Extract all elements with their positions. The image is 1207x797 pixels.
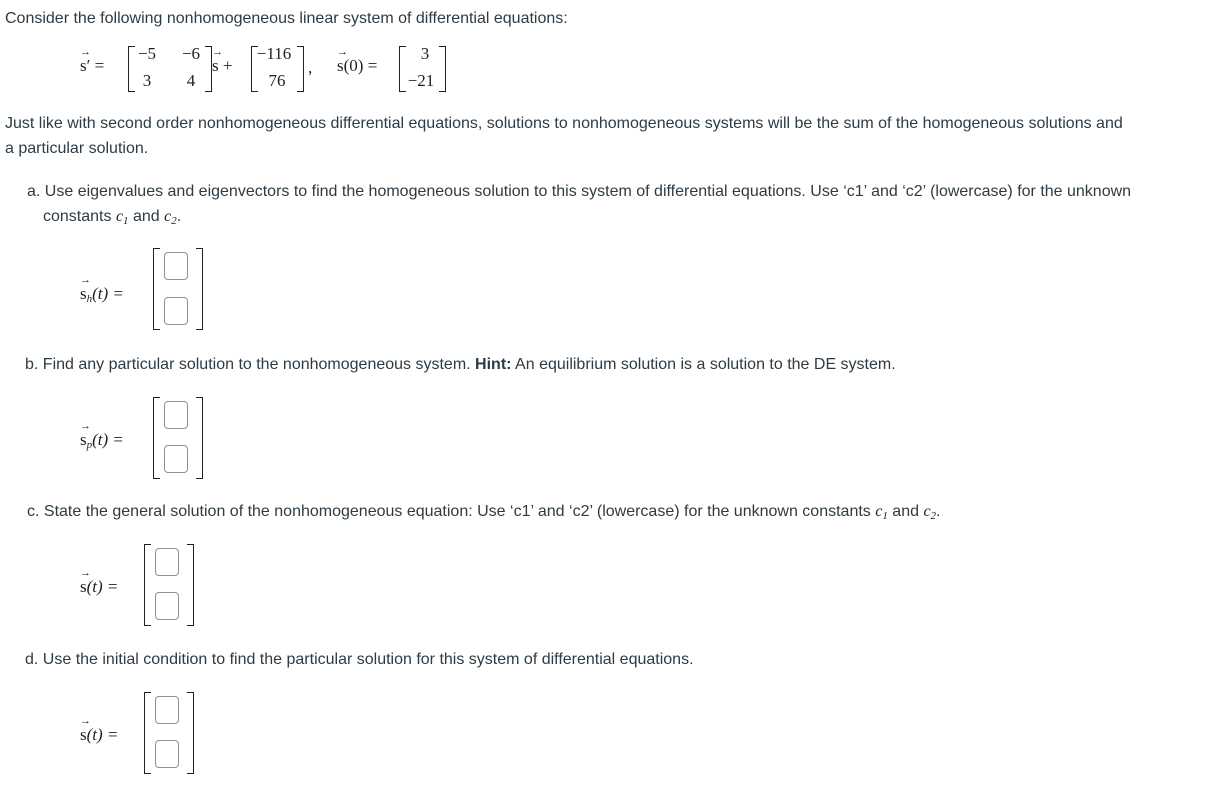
ic-label: → s(0) = xyxy=(337,46,378,75)
part-c-c2-sub: 2 xyxy=(930,510,937,522)
part-d-line: d. Use the initial condition to find the particular solution for this system of differential equations. xyxy=(25,651,694,668)
part-b-answer-2[interactable] xyxy=(164,445,188,473)
part-a-label: → $s_h(t)$ = xyxy=(80,274,124,305)
part-a-bracket-right xyxy=(196,248,203,330)
part-d-label: → s(t) = xyxy=(80,715,119,744)
ic-label-text: s(0) = xyxy=(337,56,378,75)
part-c-answer-1[interactable] xyxy=(155,548,179,576)
part-c-c2: c xyxy=(923,503,931,520)
part-c-c1: c xyxy=(875,503,883,520)
part-a-label-rest: (t) = xyxy=(92,284,124,303)
part-b-line-suffix: An equilibrium solution is a solution to the DE system. xyxy=(511,356,896,373)
times-s-plus-text: s + xyxy=(212,56,233,75)
part-b-label-sub: p xyxy=(86,439,93,451)
part-c-label-s: s xyxy=(80,577,87,596)
times-s-plus: → s + xyxy=(212,46,233,75)
part-b-bracket-left xyxy=(153,397,160,479)
part-a-constants-prefix: constants xyxy=(43,208,116,225)
matrix-cell-12: −6 xyxy=(181,44,201,63)
part-c-label: → s(t) = xyxy=(80,567,119,596)
part-c-and: and xyxy=(887,503,924,520)
part-b-answer-1[interactable] xyxy=(164,401,188,429)
matrix-cell-21: 3 xyxy=(142,71,152,90)
part-b-label-s: s xyxy=(80,430,87,449)
part-a-label-s: s xyxy=(80,284,87,303)
part-a-c1-sub: 1 xyxy=(123,215,129,227)
lhs-text: s′ = xyxy=(80,56,105,75)
part-d-bracket-left xyxy=(144,692,151,774)
ic-cell-1: 3 xyxy=(420,44,430,63)
part-a-c2-sub: 2 xyxy=(171,215,177,227)
part-a-c1: c xyxy=(115,208,124,225)
part-c-bracket-left xyxy=(144,544,151,626)
part-a-and: and xyxy=(128,208,165,225)
part-c-c1-sub: 1 xyxy=(882,510,888,522)
forcing-cell-2: 76 xyxy=(268,71,286,90)
comma: , xyxy=(308,58,313,77)
part-b-bracket-right xyxy=(196,397,203,479)
explanation-line-2: a particular solution. xyxy=(5,140,149,157)
intro-text: Consider the following nonhomogeneous linear system of differential equations: xyxy=(5,10,568,27)
system-equation xyxy=(0,40,500,100)
matrix-bracket-right xyxy=(205,46,212,92)
part-a-line-2 xyxy=(43,204,181,234)
part-a-label-sub: h xyxy=(86,293,93,305)
part-b-line-prefix: b. Find any particular solution to the nonhomogeneous system. xyxy=(25,356,476,373)
part-d-label-rest: (t) = xyxy=(86,725,119,744)
matrix-cell-11: −5 xyxy=(137,44,157,63)
forcing-bracket-right xyxy=(297,46,304,92)
part-b-hint: Hint: xyxy=(475,356,512,373)
part-c-answer-2[interactable] xyxy=(155,592,179,620)
part-a-bracket-left xyxy=(153,248,160,330)
part-a-period: . xyxy=(176,208,182,225)
ic-cell-2: −21 xyxy=(407,71,435,90)
forcing-cell-1: −116 xyxy=(256,44,292,63)
lhs-label: → s′ = xyxy=(80,46,105,75)
ic-bracket-right xyxy=(439,46,446,92)
matrix-cell-22: 4 xyxy=(186,71,196,90)
part-a-line-1: a. Use eigenvalues and eigenvectors to find the homogeneous solution to this system of differential equations. Use ‘c1’ and ‘c2’ (lowercase) for the unknown xyxy=(27,183,1132,200)
part-c-line xyxy=(27,499,941,529)
part-c-bracket-right xyxy=(187,544,194,626)
part-b-label-rest: (t) = xyxy=(92,430,124,449)
explanation-line-1: Just like with second order nonhomogeneous differential equations, solutions to nonhomogeneous systems will be the sum of the homogeneous solutions and xyxy=(5,115,1123,132)
part-b-line xyxy=(25,352,896,377)
part-c-label-rest: (t) = xyxy=(86,577,119,596)
part-d-bracket-right xyxy=(187,692,194,774)
part-b-label: → $s_p(t)$ = xyxy=(80,420,124,451)
part-d-answer-2[interactable] xyxy=(155,740,179,768)
part-d-label-s: s xyxy=(80,725,87,744)
part-a-answer-1[interactable] xyxy=(164,252,188,280)
part-c-line-text: c. State the general solution of the nonhomogeneous equation: Use ‘c1’ and ‘c2’ (lowercase) for the unknown constants xyxy=(27,503,876,520)
part-a-c2: c xyxy=(164,208,172,225)
part-d-answer-1[interactable] xyxy=(155,696,179,724)
part-c-period: . xyxy=(936,503,941,520)
part-a-answer-2[interactable] xyxy=(164,297,188,325)
